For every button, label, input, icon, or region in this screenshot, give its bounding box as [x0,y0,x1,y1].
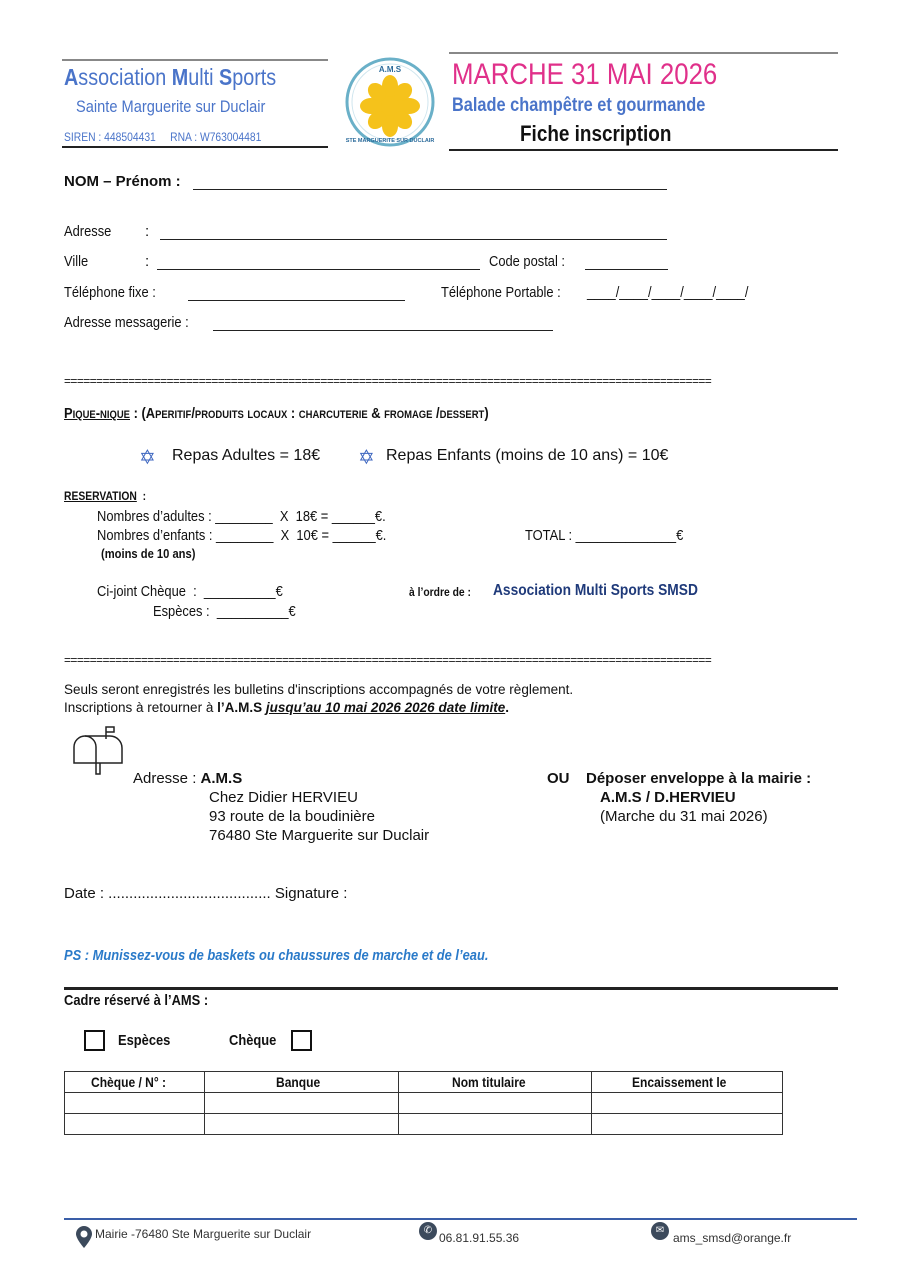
order-name: Association Multi Sports SMSD [493,582,698,599]
table-cell[interactable] [399,1114,592,1135]
phone-field[interactable] [188,300,405,301]
total-line[interactable]: TOTAL : ______________€ [525,527,684,544]
email-field[interactable] [213,330,553,331]
postal-field[interactable] [585,269,668,270]
table-cell[interactable] [65,1114,205,1135]
postal-label: Code postal : [489,253,566,270]
cheque-checkbox[interactable] [291,1030,312,1051]
separator: ===================================================================================================== [64,653,712,667]
svg-text:A.M.S: A.M.S [378,65,402,74]
phone-label: Téléphone fixe : [64,284,156,301]
reservation-label: RESERVATION : [64,489,147,503]
divider [449,149,838,151]
star-icon: ✡ [358,447,375,469]
table-cell[interactable] [399,1093,592,1114]
children-note: (moins de 10 ans) [101,546,196,561]
footer-address: Mairie -76480 Ste Marguerite sur Duclair [95,1227,312,1241]
cash-checkbox-label: Espèces [118,1032,171,1049]
table-cell[interactable] [592,1114,783,1135]
divider [449,52,838,54]
footer-email[interactable]: ams_smsd@orange.fr [673,1231,792,1245]
address-label: Adresse [64,223,112,240]
mailing-line: 93 route de la boudinière [209,808,375,825]
table-row [65,1114,783,1135]
date-signature-line[interactable]: Date : ....................................... Signature : [64,885,348,902]
table-cell[interactable] [205,1093,399,1114]
logo [345,56,433,144]
or-label: OU [547,770,570,787]
mailing-line: 76480 Ste Marguerite sur Duclair [209,827,430,844]
reserved-title: Cadre réservé à l’AMS : [64,992,209,1009]
name-field[interactable] [193,189,667,190]
mail-icon: ✉ [651,1222,669,1240]
deposit-label: Déposer enveloppe à la mairie : [586,770,812,787]
table-cell[interactable] [65,1093,205,1114]
ps-note: PS : Munissez-vous de baskets ou chaussures de marche et de l’eau. [64,947,489,964]
mobile-field[interactable]: ____/____/____/____/____/ [587,284,749,301]
instructions-line2: Inscriptions à retourner à l’A.M.S jusqu’au 10 mai 2026 2026 date limite. [64,700,509,715]
order-label: à l’ordre de : [409,585,471,599]
instructions-line1: Seuls seront enregistrés les bulletins d'inscriptions accompagnés de votre règlement. [64,682,574,697]
separator: ===================================================================================================== [64,374,712,388]
city-field[interactable] [157,269,480,270]
mailbox-icon [72,725,124,782]
location-pin-icon [76,1226,92,1253]
cheque-line[interactable]: Ci-joint Chèque : __________€ [97,583,283,600]
table-cell[interactable] [592,1093,783,1114]
column-header: Encaissement le [592,1072,783,1093]
table-cell[interactable] [205,1114,399,1135]
org-city: Sainte Marguerite sur Duclair [76,97,266,116]
divider [64,987,838,990]
mailing-address-label: Adresse : A.M.S [133,770,243,787]
adults-count-line[interactable]: Nombres d’adultes : ________ X 18€ = ______€. [97,508,386,525]
column-header: Banque [205,1072,399,1093]
deposit-name: A.M.S / D.HERVIEU [600,789,736,806]
event-title: MARCHE 31 MAI 2026 [452,58,718,91]
children-count-line[interactable]: Nombres d’enfants : ________ X 10€ = ______€. [97,527,387,544]
cheque-checkbox-label: Chèque [229,1032,277,1049]
column-header: Chèque / N° : [65,1072,205,1093]
cash-line[interactable]: Espèces : __________€ [153,603,296,620]
column-header: Nom titulaire [399,1072,592,1093]
picnic-heading: Pique-nique : (Aperitif/produits locaux : charcuterie & fromage /dessert) [64,405,489,422]
cash-checkbox[interactable] [84,1030,105,1051]
address-field[interactable] [160,239,667,240]
phone-icon: ✆ [419,1222,437,1240]
org-name: Association Multi Sports [64,64,277,90]
form-title: Fiche inscription [520,121,672,146]
table-header-row [65,1072,783,1093]
org-ids: SIREN : 448504431 RNA : W763004481 [64,130,262,144]
deposit-note: (Marche du 31 mai 2026) [600,808,768,825]
colon: : [145,253,150,270]
email-label: Adresse messagerie : [64,314,189,331]
divider [62,146,328,148]
mailing-line: Chez Didier HERVIEU [209,789,358,806]
city-label: Ville [64,253,89,270]
footer-divider [64,1218,857,1220]
adult-price: Repas Adultes = 18€ [172,447,321,464]
child-price: Repas Enfants (moins de 10 ans) = 10€ [386,447,669,464]
cheque-table [64,1071,783,1135]
colon: : [145,223,150,240]
divider [62,59,328,61]
mobile-label: Téléphone Portable : [441,284,561,301]
name-label: NOM – Prénom : [64,173,181,190]
footer-phone: 06.81.91.55.36 [439,1231,520,1245]
event-subtitle: Balade champêtre et gourmande [452,95,706,116]
star-icon: ✡ [139,447,156,469]
table-row [65,1093,783,1114]
svg-text:STE MARGUERITE SUR DUCLAIR: STE MARGUERITE SUR DUCLAIR [345,138,435,144]
